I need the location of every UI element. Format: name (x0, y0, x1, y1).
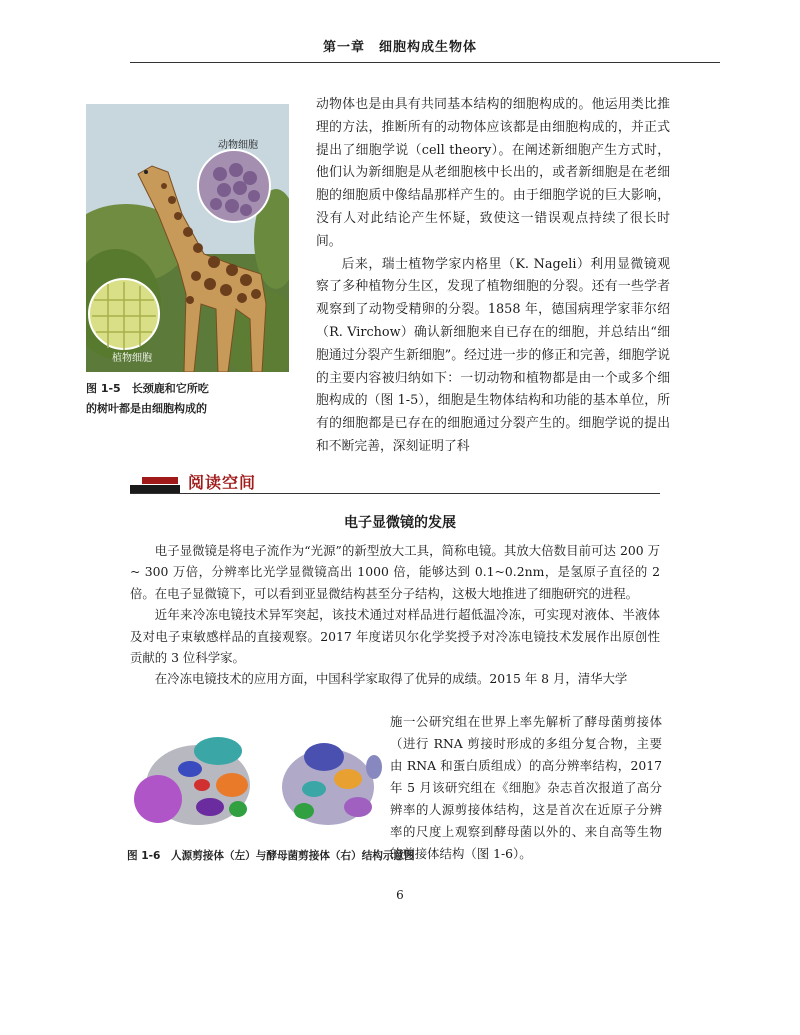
reading-paragraph: 施一公研究组在世界上率先解析了酵母菌剪接体（进行 RNA 剪接时形成的多组分复合物，主要由 RNA 和蛋白质组成）的高分辨率结构，2017 年 5 月该研究组在《细胞》杂志首次报道了高分辨率的人源剪接体结构，这是首次在近原子分辨率的尺度上观察到酵母菌以外的、来自高等生物的剪接体结构（图 1-6）。 (390, 714, 662, 861)
spliceosome-figure (128, 727, 386, 839)
plant-cell-inset (89, 279, 159, 350)
page-number: 6 (396, 888, 404, 902)
body-paragraph: 后来，瑞士植物学家内格里（K. Nageli）利用显微镜观察了多种植物分生区，发现了植物细胞的分裂。还有一些学者观察到了动物受精卵的分裂。1858 年，德国病理学家菲尔绍（R. Virchow）确认新细胞来自已存在的细胞，并总结出“细胞通过分裂产生新细胞”。经过进一步的修正和完善，细胞学说的主要内容被归纳如下：一切动物和植物都是由一个或多个细胞构成的（图 1-5），细胞是生物体结构和功能的基本单位，所有的细胞都是已存在的细胞通过分裂产生的。细胞学说的提出和不断完善，深刻证明了科 (316, 256, 670, 454)
header-rule (130, 62, 720, 63)
figure-1-6-caption: 图 1-6 人源剪接体（左）与酵母菌剪接体（右）结构示意图 (127, 850, 415, 862)
reading-title: 电子显微镜的发展 (344, 515, 456, 531)
body-paragraph: 动物体也是由具有共同基本结构的细胞构成的。他运用类比推理的方法，推断所有的动物体应该都是由细胞构成的，并正式提出了细胞学说（cell theory）。在阐述新细胞产生方式时，他们认为新细胞是从老细胞核中长出的，或者新细胞是在老细胞的细胞质中像结晶那样产生的。由于细胞学说的巨大影响，没有人对此结论产生怀疑，致使这一错误观点持续了很长时间。 (316, 97, 670, 249)
caption-line: 图 1-5 长颈鹿和它所吃 (86, 382, 209, 395)
reading-paragraph: 在冷冻电镜技术的应用方面，中国科学家取得了优异的成绩。2015 年 8 月，清华大学 (154, 671, 628, 687)
giraffe-figure (86, 104, 289, 372)
section-rule (130, 493, 660, 494)
animal-cell-inset (198, 150, 270, 222)
animal-cell-label: 动物细胞 (218, 140, 258, 151)
yeast-spliceosome-image (282, 743, 382, 825)
reading-text-right (390, 711, 662, 865)
body-text (316, 94, 670, 459)
chapter-header: 第一章 细胞构成生物体 (322, 40, 477, 55)
figure-1-5-caption (86, 379, 296, 419)
caption-line: 的树叶都是由细胞构成的 (86, 402, 207, 415)
reading-paragraph: 电子显微镜是将电子流作为“光源”的新型放大工具，简称电镜。其放大倍数目前可达 200 万 ~ 300 万倍，分辨率比光学显微镜高出 1000 倍，能够达到 0.1~0.2nm，是氢原子直径的 2 倍。在电子显微镜下，可以看到亚显微结构甚至分子结构，这极大地推进了细胞研究的进程。 (130, 543, 660, 601)
reading-paragraph: 近年来冷冻电镜技术异军突起，该技术通过对样品进行超低温冷冻，可实现对液体、半液体及对电子束敏感样品的直接观察。2017 年度诺贝尔化学奖授予对冷冻电镜技术发展作出原创性贡献的 3 位科学家。 (130, 607, 660, 666)
reading-text (130, 540, 660, 690)
human-spliceosome-image (134, 737, 250, 825)
reading-section-label: 阅读空间 (188, 473, 257, 492)
plant-cell-label: 植物细胞 (112, 353, 152, 364)
section-bars-icon (130, 475, 180, 495)
